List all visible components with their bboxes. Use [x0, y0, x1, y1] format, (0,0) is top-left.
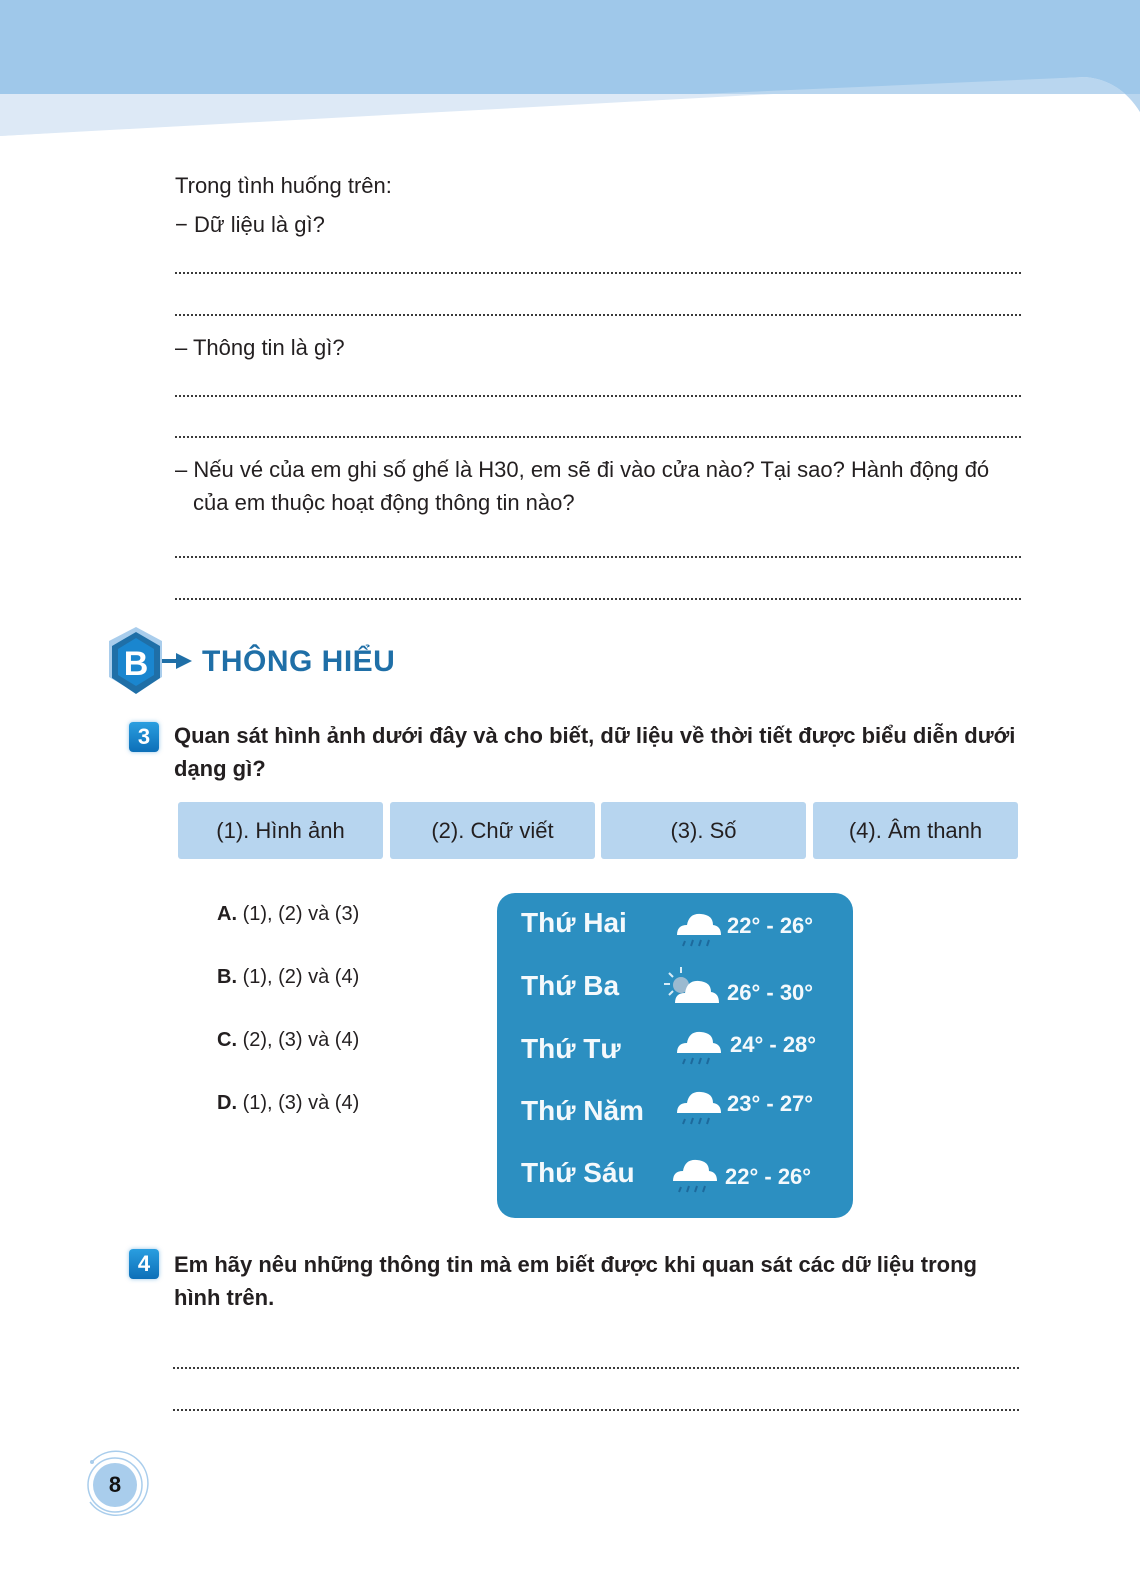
option-text: (2). Chữ viết [390, 802, 595, 859]
section-b-hexagon-icon [104, 624, 200, 698]
weather-temperature: 22° - 26° [725, 1164, 812, 1189]
answer-letter: C. [217, 1029, 237, 1051]
answer-line[interactable] [173, 1409, 1019, 1411]
question-data: − Dữ liệu là gì? [175, 212, 325, 237]
answer-letter: A. [217, 903, 237, 925]
answer-line[interactable] [173, 1367, 1019, 1369]
weather-forecast-card [497, 893, 853, 1218]
weather-day: Thứ Sáu [521, 1157, 635, 1188]
page-number-badge [80, 1450, 150, 1520]
question-seat-line2: của em thuộc hoạt động thông tin nào? [193, 490, 575, 515]
option-number: (3). Số [601, 802, 806, 859]
question3-text-line2: dạng gì? [174, 756, 266, 781]
weather-temperature: 23° - 27° [727, 1091, 814, 1116]
weather-day: Thứ Hai [521, 907, 627, 938]
answer-choice-a[interactable] [217, 901, 359, 927]
question-number-badge: 3 [129, 722, 159, 752]
answer-text: (1), (2) và (3) [242, 903, 360, 925]
rain-cloud-icon [669, 1151, 719, 1197]
answer-text: (2), (3) và (4) [242, 1029, 360, 1051]
question-seat-line1: – Nếu vé của em ghi số ghế là H30, em sẽ đi vào cửa nào? Tại sao? Hành động đó [175, 457, 990, 482]
answer-line[interactable] [175, 395, 1021, 397]
answer-line[interactable] [175, 598, 1021, 600]
weather-day: Thứ Tư [521, 1033, 621, 1064]
answer-choice-b[interactable] [217, 964, 359, 990]
question4-text-line2: hình trên. [174, 1285, 275, 1310]
section-title: THÔNG HIỂU [202, 645, 396, 678]
question-information: – Thông tin là gì? [175, 335, 345, 360]
answer-text: (1), (2) và (4) [242, 966, 360, 988]
partly-sunny-cloud-icon [663, 965, 723, 1005]
rain-cloud-icon [673, 1023, 723, 1069]
rain-cloud-icon [673, 1083, 723, 1129]
answer-choice-d[interactable] [217, 1090, 359, 1116]
answer-text: (1), (3) và (4) [242, 1092, 360, 1114]
page-number: 8 [108, 1472, 122, 1497]
weather-day: Thứ Ba [521, 970, 620, 1001]
answer-letter: D. [217, 1092, 237, 1114]
answer-letter: B. [217, 966, 237, 988]
option-image: (1). Hình ảnh [178, 802, 383, 859]
header-band [0, 0, 1140, 140]
answer-line[interactable] [175, 556, 1021, 558]
answer-line[interactable] [175, 314, 1021, 316]
weather-day: Thứ Năm [521, 1095, 644, 1126]
intro-lead: Trong tình huống trên: [175, 173, 392, 198]
question-number-badge: 4 [129, 1249, 159, 1279]
answer-choice-c[interactable] [217, 1027, 359, 1053]
rain-cloud-icon [673, 905, 723, 951]
weather-temperature: 26° - 30° [727, 980, 814, 1005]
weather-temperature: 22° - 26° [727, 913, 814, 938]
question4-text-line1: Em hãy nêu những thông tin mà em biết được khi quan sát các dữ liệu trong [174, 1252, 977, 1277]
answer-line[interactable] [175, 436, 1021, 438]
answer-line[interactable] [175, 272, 1021, 274]
question3-text-line1: Quan sát hình ảnh dưới đây và cho biết, dữ liệu về thời tiết được biểu diễn dưới [174, 723, 1016, 748]
section-badge-letter: B [123, 645, 149, 683]
weather-temperature: 24° - 28° [730, 1032, 817, 1057]
option-sound: (4). Âm thanh [813, 802, 1018, 859]
